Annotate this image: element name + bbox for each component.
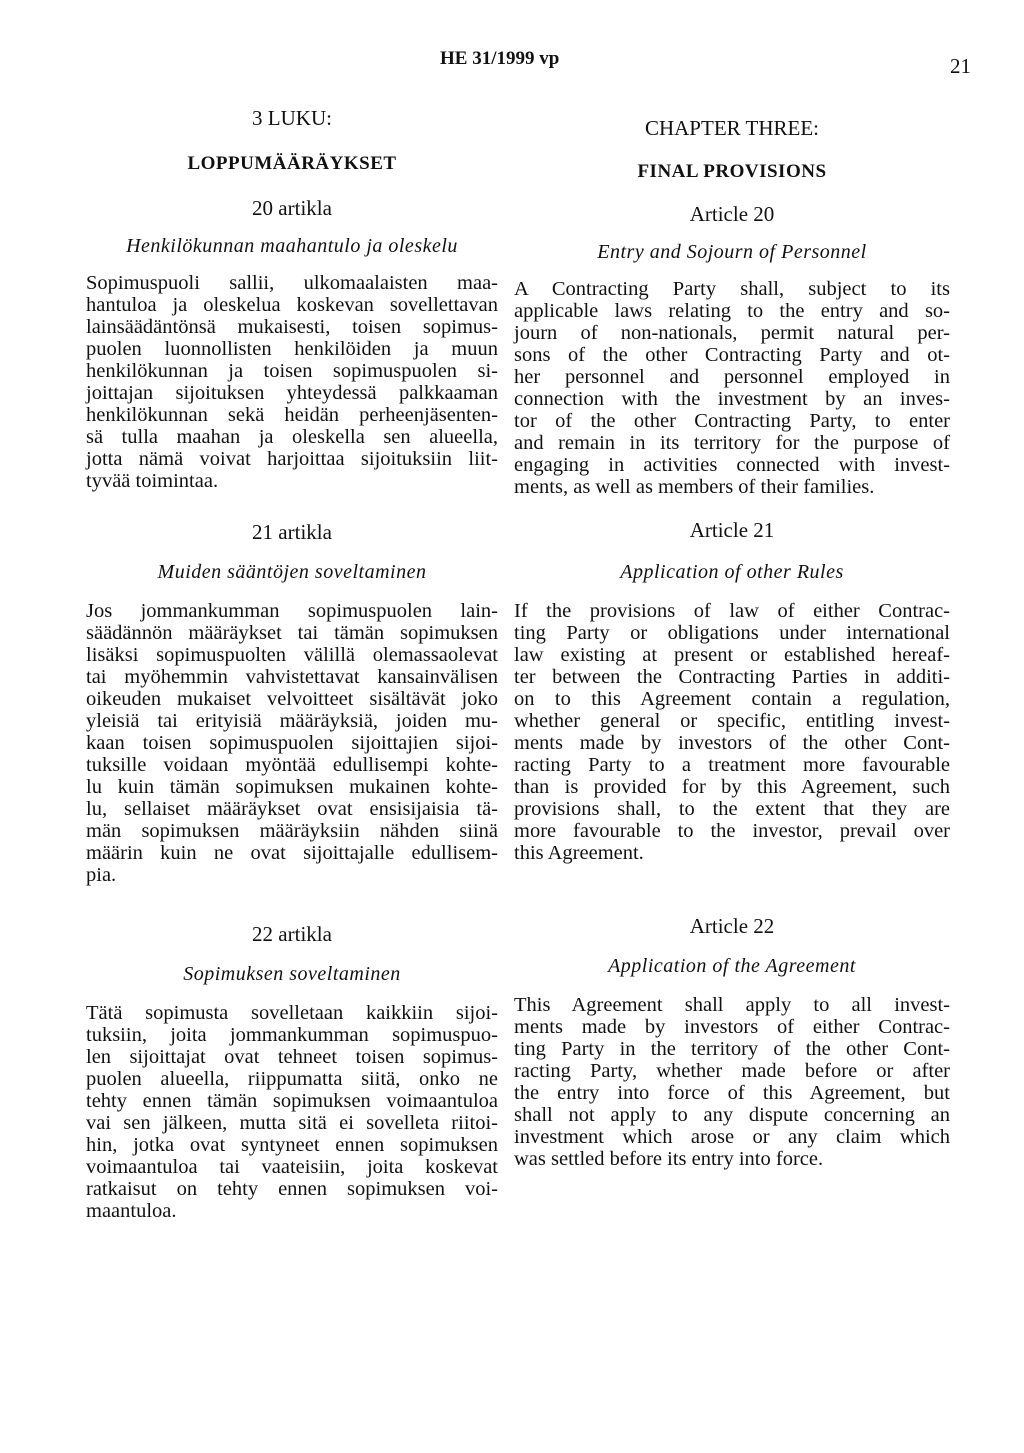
chapter-title: LOPPUMÄÄRÄYKSET bbox=[187, 153, 397, 174]
article-heading: Article 20 bbox=[689, 202, 775, 226]
text-line: engaging in activities connected with invest- bbox=[514, 454, 950, 476]
text-line: ments, as well as members of their families. bbox=[514, 476, 875, 498]
text-line: kaan toisen sopimuspuolen sijoittajien sijoi- bbox=[86, 732, 498, 754]
text-line: lu, sellaiset määräykset ovat ensisijaisia tä- bbox=[86, 798, 498, 820]
english-column bbox=[514, 100, 950, 1170]
text-line: Sopimuspuoli sallii, ulkomaalaisten maa- bbox=[86, 272, 498, 294]
article-body bbox=[514, 278, 950, 498]
text-line: ments made by investors of either Contrac- bbox=[514, 1016, 950, 1038]
text-line: This Agreement shall apply to all invest- bbox=[514, 994, 950, 1016]
chapter-heading: CHAPTER THREE: bbox=[644, 116, 820, 140]
article-body bbox=[514, 600, 950, 864]
text-line: tyvää toimintaa. bbox=[86, 470, 219, 492]
text-line: lisäksi sopimuspuolten välillä olemassaolevat bbox=[86, 644, 498, 666]
article-body bbox=[86, 1002, 498, 1222]
text-line: joittajan sijoituksen yhteydessä palkkaaman bbox=[86, 382, 498, 404]
text-line: tai myöhemmin vahvistettavat kansainvälisen bbox=[86, 666, 498, 688]
text-line: Tätä sopimusta sovelletaan kaikkiin sijoi- bbox=[86, 1002, 498, 1024]
page-header bbox=[0, 48, 1024, 78]
text-line: than is provided for by this Agreement, such bbox=[514, 776, 950, 798]
text-line: her personnel and personnel employed in bbox=[514, 366, 950, 388]
text-line: sons of the other Contracting Party and ot- bbox=[514, 344, 950, 366]
text-line: tor of the other Contracting Party, to enter bbox=[514, 410, 950, 432]
article-heading: Article 22 bbox=[689, 914, 775, 938]
text-line: more favourable to the investor, prevail over bbox=[514, 820, 950, 842]
text-line: investment which arose or any claim which bbox=[514, 1126, 950, 1148]
text-line: määrin kuin ne ovat sijoittajalle edullisem- bbox=[86, 842, 498, 864]
text-line: hin, jotka ovat syntyneet ennen sopimuksen bbox=[86, 1134, 498, 1156]
article-subtitle: Henkilökunnan maahantulo ja oleskelu bbox=[126, 235, 458, 257]
text-line: ting Party or obligations under international bbox=[514, 622, 950, 644]
text-line: and remain in its territory for the purpose of bbox=[514, 432, 950, 454]
page-number: 21 bbox=[950, 54, 971, 78]
article-subtitle: Application of the Agreement bbox=[608, 955, 856, 977]
article-heading: 22 artikla bbox=[252, 922, 332, 946]
text-line: maantuloa. bbox=[86, 1200, 177, 1222]
text-line: racting Party to a treatment more favourable bbox=[514, 754, 950, 776]
article-body bbox=[86, 272, 498, 492]
text-line: A Contracting Party shall, subject to its bbox=[514, 278, 950, 300]
text-line: jotta nämä voivat harjoittaa sijoituksiin liit- bbox=[86, 448, 498, 470]
text-line: hantuloa ja oleskelua koskevan sovellettavan bbox=[86, 294, 498, 316]
text-line: was settled before its entry into force. bbox=[514, 1148, 824, 1170]
article-subtitle: Muiden sääntöjen soveltaminen bbox=[157, 561, 427, 583]
article-body bbox=[514, 994, 950, 1170]
text-line: puolen luonnollisten henkilöiden ja muun bbox=[86, 338, 498, 360]
article-heading: Article 21 bbox=[689, 518, 775, 542]
text-line: the entry into force of this Agreement, but bbox=[514, 1082, 950, 1104]
document-reference: HE 31/1999 vp bbox=[440, 48, 560, 69]
text-line: whether general or specific, entitling invest- bbox=[514, 710, 950, 732]
text-line: henkilökunnan ja toisen sopimuspuolen si- bbox=[86, 360, 498, 382]
text-line: journ of non-nationals, permit natural per- bbox=[514, 322, 950, 344]
article-heading: 21 artikla bbox=[252, 520, 332, 544]
text-line: lainsäädäntönsä mukaisesti, toisen sopimus- bbox=[86, 316, 498, 338]
text-line: this Agreement. bbox=[514, 842, 644, 864]
article-heading: 20 artikla bbox=[252, 196, 332, 220]
text-line: ratkaisut on tehty ennen sopimuksen voi- bbox=[86, 1178, 498, 1200]
chapter-title: FINAL PROVISIONS bbox=[637, 161, 827, 182]
article-subtitle: Application of other Rules bbox=[620, 561, 844, 583]
text-line: vai sen jälkeen, mutta sitä ei sovelleta riitoi- bbox=[86, 1112, 498, 1134]
text-line: connection with the investment by an inves- bbox=[514, 388, 950, 410]
text-line: oikeuden mukaiset velvoitteet sisältävät joko bbox=[86, 688, 498, 710]
text-line: tuksiin, joita jommankumman sopimuspuo- bbox=[86, 1024, 498, 1046]
text-line: law existing at present or established hereaf- bbox=[514, 644, 950, 666]
text-line: yleisiä tai erityisiä määräyksiä, joiden mu- bbox=[86, 710, 498, 732]
chapter-heading: 3 LUKU: bbox=[252, 106, 332, 130]
text-line: provisions shall, to the extent that they are bbox=[514, 798, 950, 820]
text-line: len sijoittajat ovat tehneet toisen sopimus- bbox=[86, 1046, 498, 1068]
text-line: applicable laws relating to the entry and so- bbox=[514, 300, 950, 322]
text-line: Jos jommankumman sopimuspuolen lain- bbox=[86, 600, 498, 622]
text-line: pia. bbox=[86, 864, 117, 886]
article-subtitle: Sopimuksen soveltaminen bbox=[183, 963, 401, 985]
article-subtitle: Entry and Sojourn of Personnel bbox=[597, 241, 867, 263]
text-line: If the provisions of law of either Contrac- bbox=[514, 600, 950, 622]
article-body bbox=[86, 600, 498, 886]
text-line: tuksille voidaan myöntää edullisempi kohte- bbox=[86, 754, 498, 776]
text-line: voimaantuloa tai vaateisiin, joita koskevat bbox=[86, 1156, 498, 1178]
text-line: racting Party, whether made before or after bbox=[514, 1060, 950, 1082]
text-line: henkilökunnan sekä heidän perheenjäsenten- bbox=[86, 404, 498, 426]
text-line: puolen alueella, riippumatta siitä, onko ne bbox=[86, 1068, 498, 1090]
text-line: lu kuin tämän sopimuksen mukainen kohte- bbox=[86, 776, 498, 798]
text-line: ting Party in the territory of the other Cont- bbox=[514, 1038, 950, 1060]
finnish-column bbox=[86, 100, 498, 1222]
text-line: sä tulla maahan ja oleskella sen alueella, bbox=[86, 426, 498, 448]
text-line: säädännön määräykset tai tämän sopimuksen bbox=[86, 622, 498, 644]
text-line: shall not apply to any dispute concerning an bbox=[514, 1104, 950, 1126]
text-line: män sopimuksen määräyksiin nähden siinä bbox=[86, 820, 498, 842]
text-line: on to this Agreement contain a regulation, bbox=[514, 688, 950, 710]
text-line: ments made by investors of the other Cont- bbox=[514, 732, 950, 754]
text-line: ter between the Contracting Parties in additi- bbox=[514, 666, 950, 688]
text-line: tehty ennen tämän sopimuksen voimaantuloa bbox=[86, 1090, 498, 1112]
